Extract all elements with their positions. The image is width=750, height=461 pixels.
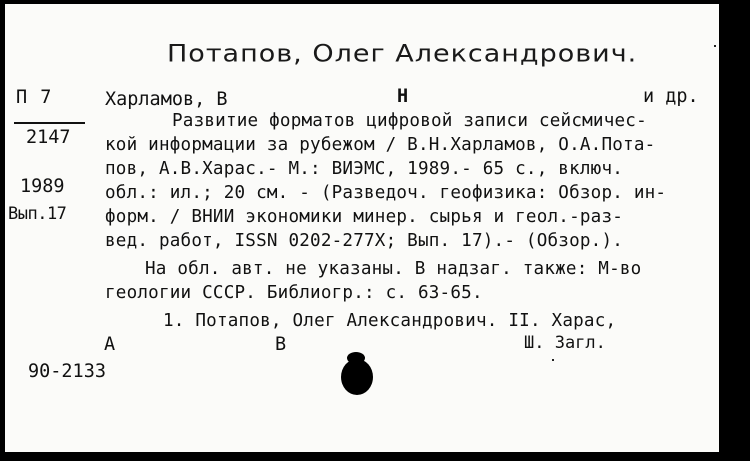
body-line-2: кой информации за рубежом / В.Н.Харламов, О.А.Пота- xyxy=(105,135,656,155)
body-line-9: 1. Потапов, Олег Александрович. II. Харас, xyxy=(163,311,617,331)
call-issue: Вып.17 xyxy=(8,204,67,224)
call-shelf: П 7 xyxy=(16,87,53,108)
tracing-a: А xyxy=(104,334,116,355)
ink-blot-top xyxy=(347,352,365,364)
handwritten-header: Потапов, Олег Александрович. xyxy=(167,40,638,68)
body-line-1: Развитие форматов цифровой записи сейсмичес- xyxy=(172,111,647,131)
body-line-4: обл.: ил.; 20 см. - (Разведоч. геофизика: Обзор. ин- xyxy=(105,183,667,203)
body-line-6: вед. работ, ISSN 0202-277X; Вып. 17).- (Обзор.). xyxy=(105,231,624,251)
ink-blot xyxy=(341,359,373,395)
inventory-number: 90-2133 xyxy=(28,361,106,382)
call-year: 1989 xyxy=(20,176,65,197)
speck xyxy=(552,359,554,361)
call-number: 2147 xyxy=(26,127,71,148)
tracing-c: Ш. Загл. xyxy=(524,333,606,353)
body-line-3: пов, А.В.Харас.- М.: ВИЭМС, 1989.- 65 с., включ. xyxy=(105,159,624,179)
speck xyxy=(714,45,716,47)
heading-et-al: и др. xyxy=(643,86,699,107)
body-line-5: форм. / ВНИИ экономики минер. сырья и геол.-раз- xyxy=(105,207,624,227)
tracing-b: В xyxy=(275,334,287,355)
card-right-border xyxy=(719,0,750,461)
heading-author: Харламов, В xyxy=(105,89,228,110)
body-line-7: На обл. авт. не указаны. В надзаг. также: М-во xyxy=(145,259,642,279)
call-number-rule xyxy=(14,122,85,124)
heading-marker: Н xyxy=(397,86,409,107)
body-line-8: геологии СССР. Библиогр.: с. 63-65. xyxy=(105,283,483,303)
